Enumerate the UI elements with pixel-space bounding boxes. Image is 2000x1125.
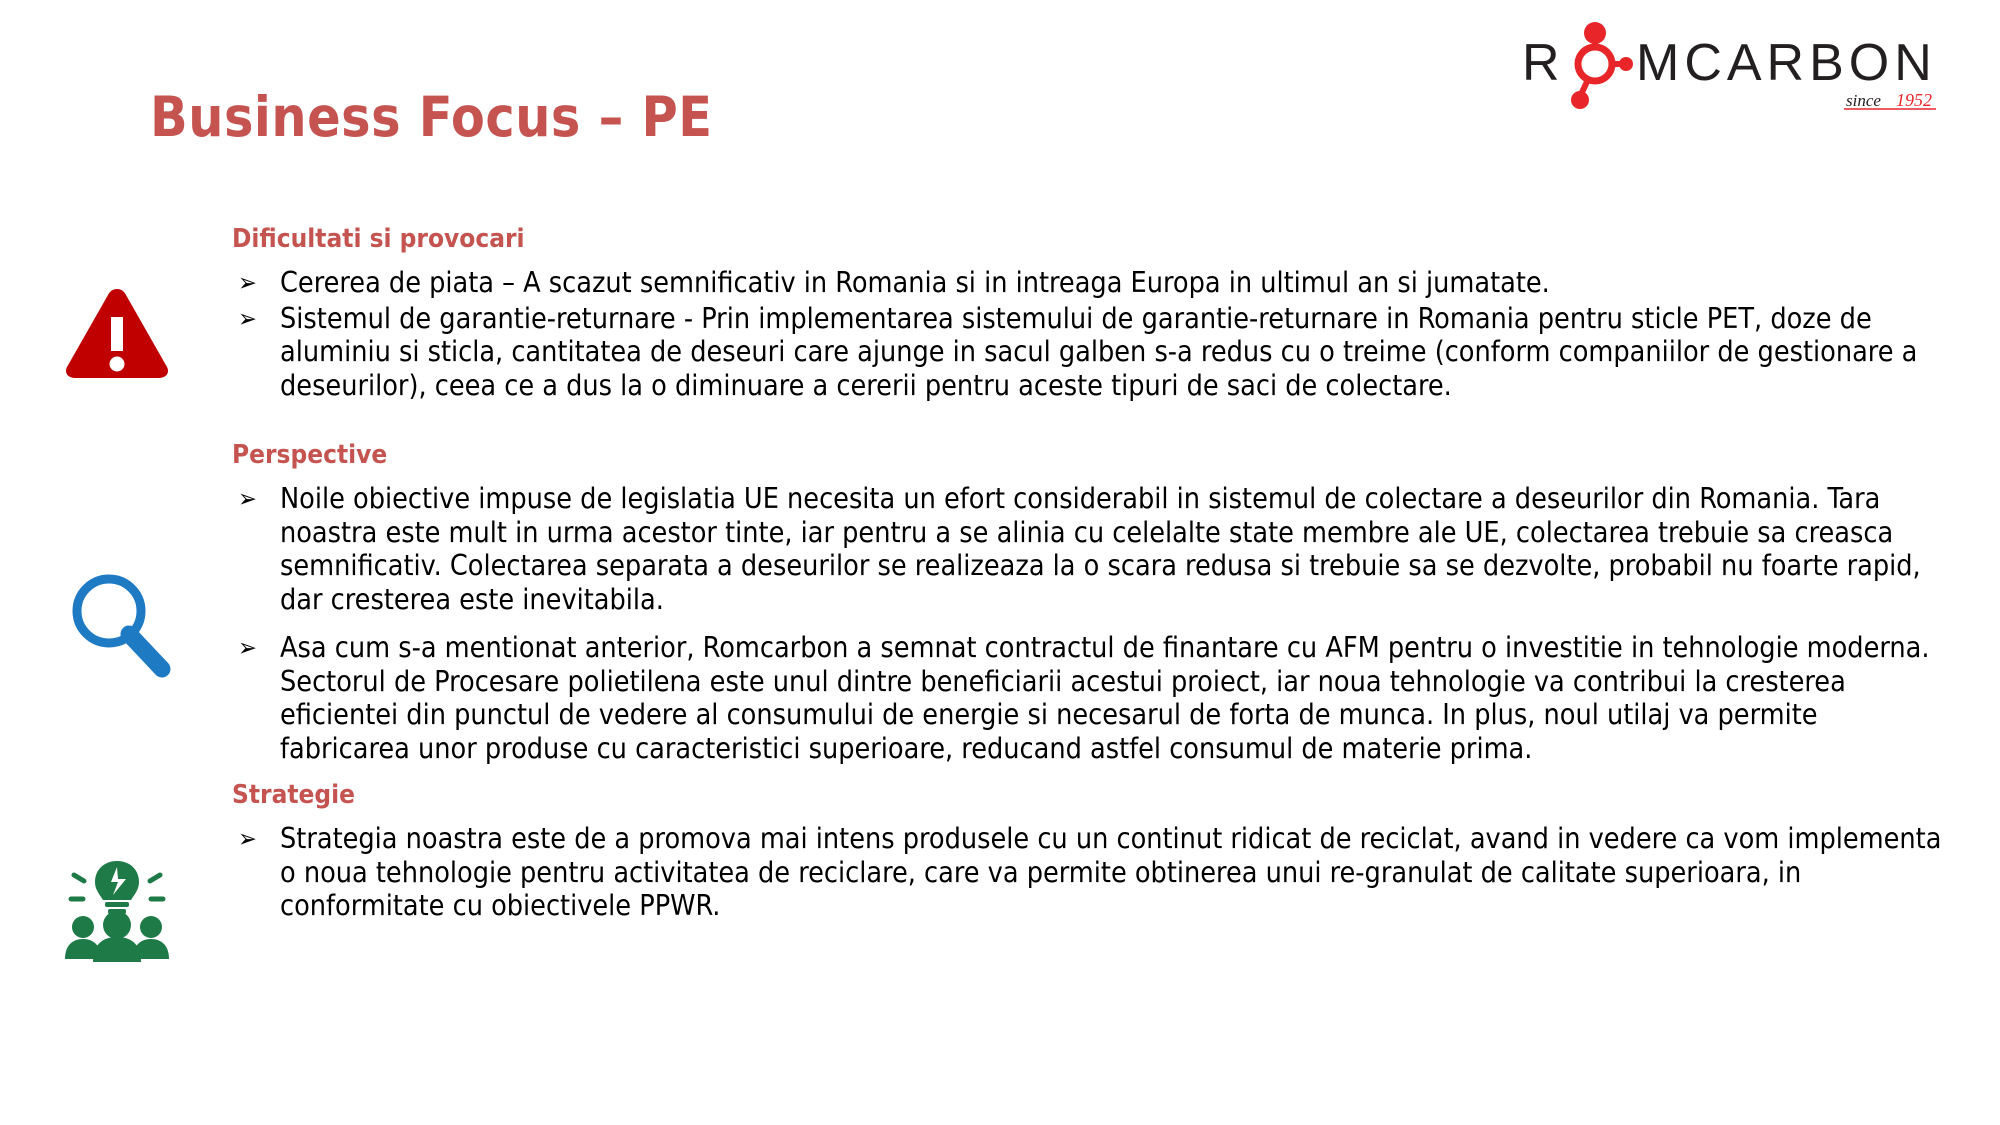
warning-triangle-icon: [62, 285, 172, 380]
slide-content: [232, 225, 1952, 925]
list-item: [232, 631, 1952, 766]
bullet-text: Cererea de piata – A scazut semnificativ in Romania si in intreaga Europa in ultimul an si jumatate.: [280, 265, 1550, 299]
section-heading-dificultati: Dificultati si provocari: [232, 224, 525, 254]
bullet-marker-icon: ➢: [238, 267, 257, 297]
section-perspective: [232, 441, 1952, 766]
bullet-text: Sistemul de garantie-returnare - Prin implementarea sistemului de garantie-returnare in Romania pentru sticle PET, doze de aluminiu si sticla, cantitatea de deseuri care ajunge in sacul galben s-a redus cu o treime (conform companiilor de gestionare a deseurilor), ceea ce a dus la o diminuare a cererii pentru aceste tipuri de saci de colectare.: [280, 301, 1918, 403]
bullet-list-dificultati: [232, 266, 1952, 403]
list-item: [232, 822, 1952, 923]
bullet-list-strategie: [232, 822, 1952, 923]
bullet-text: Noile obiective impuse de legislatia UE necesita un efort considerabil in sistemul de colectare a deseurilor din Romania. Tara noastra este mult in urma acestor tinte, iar pentru a se alinia cu celelalte state membre ale UE, colectarea trebuie sa creasca semnificativ. Colectarea separata a deseurilor se realizeaza la o scara redusa si trebuie sa se dezvolte, probabil nu foarte rapid, dar cresterea este inevitabila.: [280, 481, 1921, 617]
list-item: [232, 266, 1952, 300]
team-idea-icon: [62, 855, 172, 965]
section-heading-perspective: Perspective: [232, 439, 388, 470]
bullet-text: Asa cum s-a mentionat anterior, Romcarbon a semnat contractul de finantare cu AFM pentru o investitie in tehnologie moderna. Sectorul de Procesare polietilena este unul dintre beneficiarii acestui proiect, iar noua tehnologie va contribui la cresterea eficientei din punctul de vedere al consumului de energie si necesarul de forta de munca. In plus, noul utilaj va permite fabricarea unor produse cu caracteristici superioare, reducand astfel consumul de materie prima.: [280, 630, 1930, 766]
bullet-list-perspective: [232, 482, 1952, 766]
bullet-marker-icon: ➢: [238, 823, 257, 853]
list-item: [232, 302, 1952, 403]
bullet-marker-icon: ➢: [238, 632, 257, 662]
svg-text:1952: 1952: [1896, 90, 1932, 110]
svg-text:since: since: [1846, 91, 1881, 110]
bullet-text: Strategia noastra este de a promova mai intens produsele cu un continut ridicat de reciclat, avand in vedere ca vom implementa o noua tehnologie pentru activitatea de reciclare, care va permite obtinerea unui re-granulat de calitate superioara, in conformitate cu obiectivele PPWR.: [280, 821, 1942, 923]
section-heading-strategie: Strategie: [232, 779, 356, 810]
page-title: Business Focus – PE: [150, 85, 713, 149]
bullet-marker-icon: ➢: [238, 303, 257, 333]
svg-text:MCARBON: MCARBON: [1636, 34, 1937, 92]
section-dificultati: [232, 225, 1952, 403]
list-item: [232, 482, 1952, 617]
section-strategie: [232, 781, 1952, 923]
bullet-marker-icon: ➢: [238, 483, 257, 513]
magnifying-glass-icon: [66, 570, 171, 680]
section-spacer: [232, 768, 1952, 781]
romcarbon-logo: [1518, 18, 1958, 113]
section-spacer: [232, 405, 1952, 441]
svg-text:R: R: [1522, 34, 1564, 92]
